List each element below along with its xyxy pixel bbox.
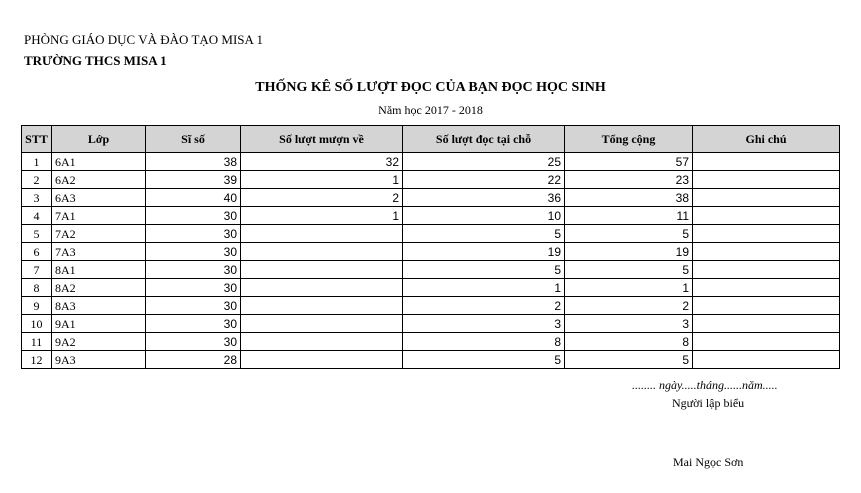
row-total: 11: [565, 207, 693, 225]
row-class-size: 30: [146, 243, 241, 261]
row-note: [693, 189, 840, 207]
table-row: [22, 243, 840, 261]
row-stt: 5: [22, 225, 52, 243]
table-row: [22, 333, 840, 351]
table-row: [22, 351, 840, 369]
row-note: [693, 243, 840, 261]
row-class: 7A1: [52, 207, 146, 225]
row-class-size: 30: [146, 297, 241, 315]
row-borrowed: 1: [241, 171, 403, 189]
row-total: 5: [565, 225, 693, 243]
row-class-size: 30: [146, 261, 241, 279]
row-note: [693, 207, 840, 225]
date-line: ........ ngày.....tháng......năm.....: [632, 378, 778, 392]
row-borrowed: [241, 315, 403, 333]
row-note: [693, 333, 840, 351]
row-total: 3: [565, 315, 693, 333]
school-name: TRƯỜNG THCS MISA 1: [24, 53, 167, 68]
row-borrowed: [241, 279, 403, 297]
row-class-size: 39: [146, 171, 241, 189]
row-note: [693, 261, 840, 279]
report-title: THỐNG KÊ SỐ LƯỢT ĐỌC CỦA BẠN ĐỌC HỌC SINH: [255, 80, 606, 95]
row-note: [693, 279, 840, 297]
row-borrowed: [241, 297, 403, 315]
row-stt: 3: [22, 189, 52, 207]
row-note: [693, 315, 840, 333]
row-total: 19: [565, 243, 693, 261]
row-class: 8A3: [52, 297, 146, 315]
row-borrowed: 1: [241, 207, 403, 225]
row-total: 1: [565, 279, 693, 297]
row-note: [693, 297, 840, 315]
table-row: [22, 315, 840, 333]
table-row: [22, 189, 840, 207]
row-total: 57: [565, 153, 693, 171]
row-onsite: 1: [403, 279, 565, 297]
row-total: 23: [565, 171, 693, 189]
column-header-class-size: Sĩ số: [146, 126, 241, 153]
row-total: 5: [565, 351, 693, 369]
row-class: 9A1: [52, 315, 146, 333]
row-total: 2: [565, 297, 693, 315]
row-total: 5: [565, 261, 693, 279]
row-note: [693, 153, 840, 171]
row-class: 7A2: [52, 225, 146, 243]
row-class: 9A3: [52, 351, 146, 369]
row-borrowed: [241, 333, 403, 351]
row-class-size: 30: [146, 315, 241, 333]
table-row: [22, 279, 840, 297]
row-stt: 4: [22, 207, 52, 225]
row-onsite: 36: [403, 189, 565, 207]
row-note: [693, 225, 840, 243]
row-class: 6A3: [52, 189, 146, 207]
row-stt: 6: [22, 243, 52, 261]
table-row: [22, 207, 840, 225]
row-stt: 12: [22, 351, 52, 369]
row-borrowed: [241, 225, 403, 243]
column-header-total: Tổng cộng: [565, 126, 693, 153]
row-note: [693, 351, 840, 369]
row-onsite: 25: [403, 153, 565, 171]
row-stt: 9: [22, 297, 52, 315]
row-total: 8: [565, 333, 693, 351]
row-stt: 11: [22, 333, 52, 351]
signer-name: Mai Ngọc Sơn: [673, 455, 744, 469]
table-row: [22, 171, 840, 189]
row-class-size: 30: [146, 333, 241, 351]
row-class: 8A2: [52, 279, 146, 297]
row-borrowed: 32: [241, 153, 403, 171]
row-class: 8A1: [52, 261, 146, 279]
row-class-size: 30: [146, 207, 241, 225]
table-row: [22, 297, 840, 315]
row-onsite: 2: [403, 297, 565, 315]
row-onsite: 3: [403, 315, 565, 333]
row-onsite: 5: [403, 351, 565, 369]
row-stt: 7: [22, 261, 52, 279]
row-class-size: 38: [146, 153, 241, 171]
row-class: 7A3: [52, 243, 146, 261]
row-borrowed: [241, 261, 403, 279]
row-stt: 2: [22, 171, 52, 189]
row-class: 6A1: [52, 153, 146, 171]
school-year: Năm học 2017 - 2018: [378, 103, 483, 117]
row-class-size: 30: [146, 225, 241, 243]
row-class-size: 28: [146, 351, 241, 369]
row-onsite: 5: [403, 261, 565, 279]
row-onsite: 8: [403, 333, 565, 351]
row-stt: 10: [22, 315, 52, 333]
row-onsite: 5: [403, 225, 565, 243]
row-onsite: 10: [403, 207, 565, 225]
row-note: [693, 171, 840, 189]
row-class-size: 40: [146, 189, 241, 207]
row-borrowed: 2: [241, 189, 403, 207]
column-header-onsite: Số lượt đọc tại chỗ: [403, 126, 565, 153]
table-header-row: [22, 126, 840, 153]
row-class-size: 30: [146, 279, 241, 297]
row-class: 9A2: [52, 333, 146, 351]
table-body: [22, 153, 840, 369]
row-borrowed: [241, 351, 403, 369]
table-row: [22, 261, 840, 279]
row-stt: 8: [22, 279, 52, 297]
column-header-note: Ghi chú: [693, 126, 840, 153]
row-onsite: 22: [403, 171, 565, 189]
department-name: PHÒNG GIÁO DỤC VÀ ĐÀO TẠO MISA 1: [24, 32, 263, 47]
row-total: 38: [565, 189, 693, 207]
maker-label: Người lập biểu: [672, 396, 745, 410]
table-row: [22, 153, 840, 171]
row-class: 6A2: [52, 171, 146, 189]
column-header-class: Lớp: [52, 126, 146, 153]
row-onsite: 19: [403, 243, 565, 261]
table-row: [22, 225, 840, 243]
row-borrowed: [241, 243, 403, 261]
column-header-stt: STT: [22, 126, 52, 153]
column-header-borrowed: Số lượt mượn về: [241, 126, 403, 153]
statistics-table: [21, 125, 840, 369]
row-stt: 1: [22, 153, 52, 171]
